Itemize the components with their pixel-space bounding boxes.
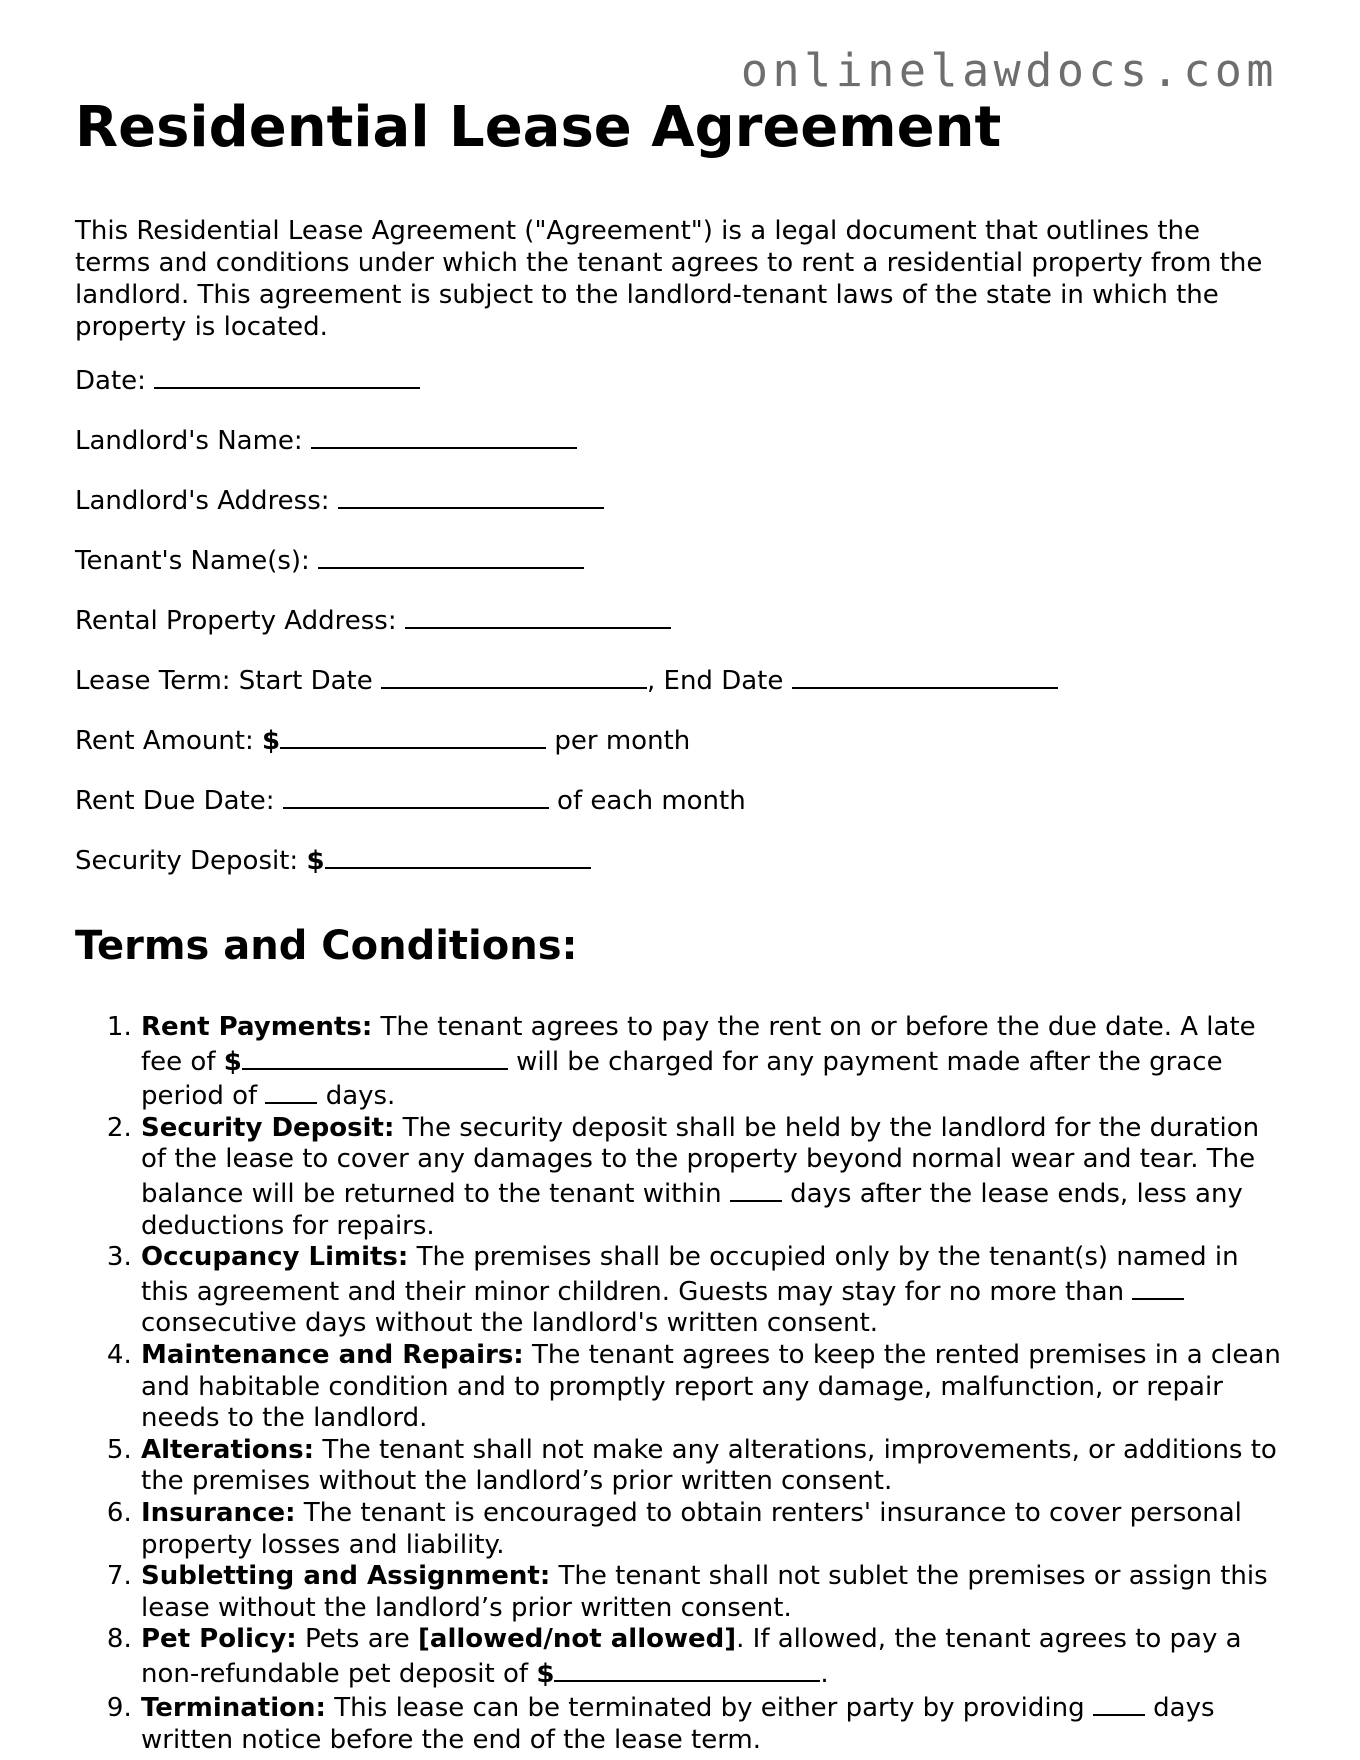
- landlord-address-field: [75, 483, 1287, 517]
- term-text: The tenant shall not sublet the premises or assign this lease without the landlord’s prior written consent.: [141, 1561, 1268, 1623]
- property-address-label: Rental Property Address:: [75, 606, 397, 636]
- term-text: . If allowed, the tenant agrees to pay a non-refundable pet deposit of: [141, 1624, 1242, 1689]
- term-title: Maintenance and Repairs:: [141, 1339, 524, 1370]
- term-text: The tenant is encouraged to obtain renters' insurance to cover personal property losses and liability.: [141, 1497, 1242, 1560]
- each-month-label: of each month: [557, 786, 746, 816]
- intro-paragraph: This Residential Lease Agreement ("Agreement") is a legal document that outlines the terms and conditions under which the tenant agrees to rent a residential property from the landlord. This agreement is subject to the landlord-tenant laws of the state in which the property is located.: [75, 216, 1263, 342]
- date-field: [75, 363, 1287, 397]
- term-occupancy-limits: [140, 1242, 1287, 1340]
- term-maintenance-repairs: [140, 1340, 1287, 1435]
- watermark: onlinelawdocs.com: [740, 44, 1278, 97]
- term-text: The security deposit shall be held by the landlord for the duration of the lease to cover any damages to the property beyond normal wear and tear. The balance will be returned to the tenant within: [141, 1112, 1260, 1209]
- security-deposit-label: Security Deposit:: [75, 846, 299, 876]
- rent-due-label: Rent Due Date:: [75, 786, 275, 816]
- term-text: days.: [325, 1081, 396, 1112]
- rent-due-field: [75, 783, 1287, 817]
- term-pet-policy: [140, 1624, 1287, 1690]
- landlord-name-blank[interactable]: [311, 423, 577, 449]
- end-date-label: , End Date: [647, 666, 784, 696]
- term-text: This lease can be terminated by either party by providing: [334, 1693, 1085, 1724]
- term-title: Subletting and Assignment:: [141, 1561, 551, 1592]
- rent-amount-blank[interactable]: [280, 723, 546, 749]
- tenant-names-blank[interactable]: [318, 543, 584, 569]
- rent-amount-label: Rent Amount:: [75, 726, 254, 756]
- landlord-address-blank[interactable]: [338, 483, 604, 509]
- late-fee-blank[interactable]: [242, 1044, 508, 1070]
- term-text: days after the lease ends, less any deductions for repairs.: [141, 1178, 1243, 1241]
- term-text: days written notice before the end of the lease term.: [141, 1693, 1215, 1756]
- term-title: Pet Policy:: [141, 1624, 297, 1655]
- property-address-field: [75, 603, 1287, 637]
- dollar-sign: $: [536, 1658, 555, 1689]
- term-rent-payments: [140, 1012, 1287, 1113]
- lease-fields: [75, 363, 1287, 877]
- date-label: Date:: [75, 366, 146, 396]
- term-title: Rent Payments:: [141, 1012, 373, 1042]
- term-title: Occupancy Limits:: [141, 1242, 409, 1273]
- grace-period-blank[interactable]: [265, 1078, 317, 1104]
- end-date-blank[interactable]: [792, 663, 1058, 689]
- pet-deposit-blank[interactable]: [554, 1656, 820, 1682]
- property-address-blank[interactable]: [405, 603, 671, 629]
- dollar-sign: $: [262, 726, 281, 756]
- term-text: .: [820, 1658, 829, 1689]
- term-termination: [140, 1690, 1287, 1756]
- pet-choice: [allowed/not allowed]: [418, 1624, 737, 1655]
- term-text: will be charged for any payment made after the grace period of: [141, 1046, 1223, 1112]
- start-date-label: Lease Term: Start Date: [75, 666, 373, 696]
- landlord-name-label: Landlord's Name:: [75, 426, 303, 456]
- term-title: Security Deposit:: [141, 1112, 395, 1143]
- term-subletting-assignment: [140, 1561, 1287, 1624]
- dollar-sign: $: [223, 1046, 242, 1077]
- rent-due-blank[interactable]: [283, 783, 549, 809]
- term-text: consecutive days without the landlord's written consent.: [141, 1308, 879, 1339]
- term-insurance: [140, 1498, 1287, 1561]
- term-text: The tenant agrees to pay the rent on or before the due date. A late fee of: [141, 1012, 1256, 1077]
- document-title: Residential Lease Agreement: [75, 95, 1002, 160]
- landlord-address-label: Landlord's Address:: [75, 486, 330, 516]
- term-text: The premises shall be occupied only by the tenant(s) named in this agreement and their minor children. Guests may stay for no more than: [141, 1242, 1239, 1307]
- security-deposit-blank[interactable]: [325, 843, 591, 869]
- landlord-name-field: [75, 423, 1287, 457]
- notice-days-blank[interactable]: [1093, 1690, 1145, 1716]
- rent-amount-field: [75, 723, 1287, 757]
- terms-heading: Terms and Conditions:: [75, 923, 578, 969]
- dollar-sign: $: [306, 846, 325, 876]
- start-date-blank[interactable]: [381, 663, 647, 689]
- date-blank[interactable]: [154, 363, 420, 389]
- per-month-label: per month: [554, 726, 691, 756]
- term-text: The tenant shall not make any alterations, improvements, or additions to the premises without the landlord’s prior written consent.: [141, 1434, 1277, 1497]
- terms-list: [75, 1012, 1287, 1757]
- term-title: Alterations:: [141, 1434, 315, 1465]
- term-security-deposit: [140, 1113, 1287, 1242]
- security-deposit-field: [75, 843, 1287, 877]
- lease-term-field: [75, 663, 1287, 697]
- term-title: Insurance:: [141, 1497, 296, 1528]
- document-page: [75, 94, 1287, 1757]
- term-text: Pets are: [304, 1624, 410, 1655]
- term-alterations: [140, 1435, 1287, 1498]
- term-text: The tenant agrees to keep the rented premises in a clean and habitable condition and to promptly report any damage, malfunction, or repair needs to the landlord.: [141, 1339, 1281, 1434]
- guest-days-blank[interactable]: [1132, 1274, 1184, 1300]
- tenant-names-field: [75, 543, 1287, 577]
- term-title: Termination:: [141, 1693, 326, 1724]
- return-days-blank[interactable]: [730, 1176, 782, 1202]
- tenant-names-label: Tenant's Name(s):: [75, 546, 310, 576]
